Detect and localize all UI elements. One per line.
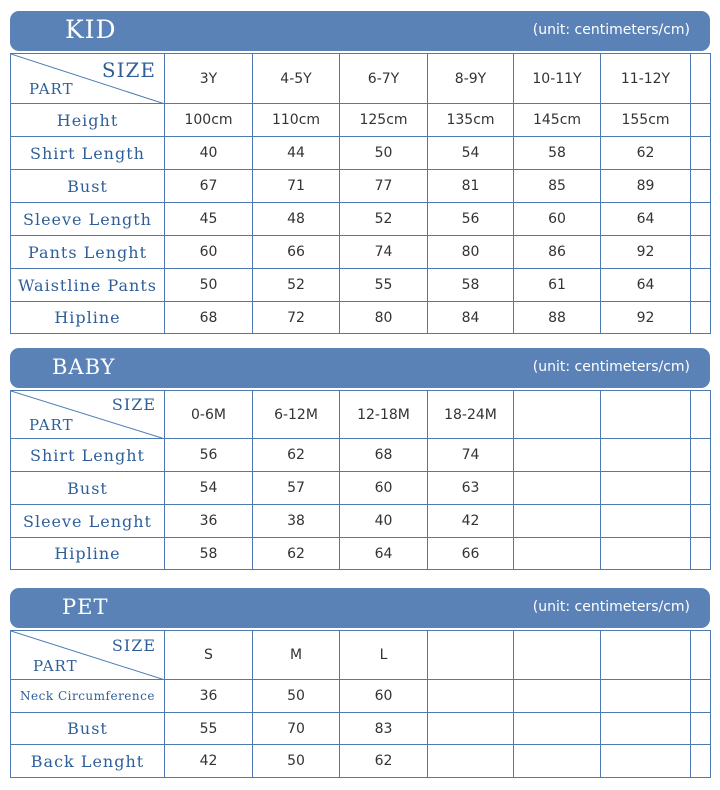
pet-size-header xyxy=(691,631,711,680)
row-label: Bust xyxy=(11,170,165,203)
table-cell: 44 xyxy=(253,137,340,170)
kid-size-header: 3Y xyxy=(165,54,253,104)
table-cell: 48 xyxy=(253,203,340,236)
table-cell xyxy=(428,680,514,713)
table-row xyxy=(11,713,711,745)
table-cell xyxy=(691,538,711,570)
table-row xyxy=(11,538,711,570)
table-cell: 86 xyxy=(514,236,601,269)
row-label: Sleeve Length xyxy=(11,203,165,236)
table-cell: 60 xyxy=(514,203,601,236)
table-row xyxy=(11,236,711,269)
table-cell: 64 xyxy=(601,269,691,302)
pet-size-header: M xyxy=(253,631,340,680)
kid-diagonal-corner xyxy=(11,54,165,104)
table-cell: 61 xyxy=(514,269,601,302)
table-cell: 135cm xyxy=(428,104,514,137)
table-cell xyxy=(514,745,601,778)
table-cell: 68 xyxy=(165,302,253,334)
kid-size-header: 8-9Y xyxy=(428,54,514,104)
table-cell: 84 xyxy=(428,302,514,334)
table-cell: 100cm xyxy=(165,104,253,137)
table-cell: 58 xyxy=(165,538,253,570)
pet-size-header xyxy=(601,631,691,680)
table-cell xyxy=(601,680,691,713)
row-label: Pants Lenght xyxy=(11,236,165,269)
row-label: Hipline xyxy=(11,538,165,570)
table-cell: 74 xyxy=(340,236,428,269)
table-cell: 71 xyxy=(253,170,340,203)
table-cell xyxy=(691,269,711,302)
table-cell: 36 xyxy=(165,505,253,538)
kid-size-header: 6-7Y xyxy=(340,54,428,104)
table-row xyxy=(11,137,711,170)
pet-size-header: L xyxy=(340,631,428,680)
baby-size-table xyxy=(10,390,711,570)
table-row xyxy=(11,203,711,236)
table-cell: 55 xyxy=(340,269,428,302)
table-cell: 92 xyxy=(601,236,691,269)
table-cell: 62 xyxy=(253,439,340,472)
table-cell xyxy=(601,505,691,538)
table-cell xyxy=(601,439,691,472)
table-cell: 63 xyxy=(428,472,514,505)
table-cell: 155cm xyxy=(601,104,691,137)
table-cell: 36 xyxy=(165,680,253,713)
table-cell xyxy=(691,203,711,236)
table-cell: 80 xyxy=(340,302,428,334)
table-cell: 62 xyxy=(253,538,340,570)
table-cell xyxy=(691,439,711,472)
table-cell xyxy=(691,104,711,137)
table-cell: 54 xyxy=(428,137,514,170)
table-row xyxy=(11,269,711,302)
kid-size-header xyxy=(691,54,711,104)
kid-size-header: 11-12Y xyxy=(601,54,691,104)
baby-size-header: 6-12M xyxy=(253,391,340,439)
table-cell: 66 xyxy=(253,236,340,269)
pet-title: PET xyxy=(62,595,109,619)
table-cell: 92 xyxy=(601,302,691,334)
table-cell xyxy=(691,137,711,170)
table-cell: 56 xyxy=(165,439,253,472)
kid-size-header: 10-11Y xyxy=(514,54,601,104)
pet-header-bar xyxy=(10,588,710,628)
table-cell xyxy=(601,713,691,745)
table-row xyxy=(11,745,711,778)
row-label: Neck Circumference xyxy=(11,680,165,713)
table-cell: 52 xyxy=(340,203,428,236)
table-cell xyxy=(428,713,514,745)
table-cell: 57 xyxy=(253,472,340,505)
row-label: Bust xyxy=(11,713,165,745)
table-cell xyxy=(514,505,601,538)
row-label: Sleeve Lenght xyxy=(11,505,165,538)
baby-header-bar xyxy=(10,348,710,388)
table-cell xyxy=(601,538,691,570)
pet-size-header: S xyxy=(165,631,253,680)
table-cell: 58 xyxy=(514,137,601,170)
table-cell xyxy=(601,745,691,778)
baby-header-row xyxy=(11,391,711,439)
kid-header-row xyxy=(11,54,711,104)
table-cell: 40 xyxy=(340,505,428,538)
table-cell xyxy=(514,713,601,745)
kid-size-table xyxy=(10,53,711,334)
pet-size-header xyxy=(428,631,514,680)
table-cell: 45 xyxy=(165,203,253,236)
table-cell xyxy=(691,236,711,269)
baby-part-label: PART xyxy=(29,416,74,434)
table-cell xyxy=(601,472,691,505)
table-cell xyxy=(428,745,514,778)
table-cell xyxy=(691,680,711,713)
baby-size-header: 12-18M xyxy=(340,391,428,439)
row-label: Waistline Pants xyxy=(11,269,165,302)
table-cell: 67 xyxy=(165,170,253,203)
table-cell: 110cm xyxy=(253,104,340,137)
table-cell: 54 xyxy=(165,472,253,505)
baby-diagonal-corner xyxy=(11,391,165,439)
table-row xyxy=(11,104,711,137)
baby-size-header: 18-24M xyxy=(428,391,514,439)
table-cell: 77 xyxy=(340,170,428,203)
table-cell: 60 xyxy=(165,236,253,269)
kid-header-bar xyxy=(10,11,710,51)
table-cell: 56 xyxy=(428,203,514,236)
table-cell: 80 xyxy=(428,236,514,269)
table-row xyxy=(11,170,711,203)
table-cell: 60 xyxy=(340,472,428,505)
table-cell xyxy=(514,680,601,713)
table-cell: 88 xyxy=(514,302,601,334)
table-cell: 72 xyxy=(253,302,340,334)
pet-unit-note: (unit: centimeters/cm) xyxy=(532,599,690,615)
baby-size-header xyxy=(601,391,691,439)
table-cell xyxy=(514,472,601,505)
table-cell: 62 xyxy=(340,745,428,778)
table-cell: 85 xyxy=(514,170,601,203)
table-cell xyxy=(514,538,601,570)
pet-diagonal-corner xyxy=(11,631,165,680)
table-cell: 38 xyxy=(253,505,340,538)
baby-size-label: SIZE xyxy=(111,395,156,414)
baby-title: BABY xyxy=(52,355,116,379)
table-cell: 145cm xyxy=(514,104,601,137)
table-cell: 64 xyxy=(340,538,428,570)
kid-title: KID xyxy=(65,15,117,44)
table-cell: 52 xyxy=(253,269,340,302)
table-row xyxy=(11,439,711,472)
row-label: Shirt Length xyxy=(11,137,165,170)
table-cell xyxy=(691,472,711,505)
pet-size-table xyxy=(10,630,711,778)
table-cell: 42 xyxy=(165,745,253,778)
table-cell: 64 xyxy=(601,203,691,236)
kid-unit-note: (unit: centimeters/cm) xyxy=(532,22,690,38)
baby-unit-note: (unit: centimeters/cm) xyxy=(532,359,690,375)
table-cell: 40 xyxy=(165,137,253,170)
table-cell: 125cm xyxy=(340,104,428,137)
table-cell: 66 xyxy=(428,538,514,570)
kid-size-label: SIZE xyxy=(101,58,156,82)
row-label: Hipline xyxy=(11,302,165,334)
table-cell: 83 xyxy=(340,713,428,745)
baby-size-header: 0-6M xyxy=(165,391,253,439)
kid-size-header: 4-5Y xyxy=(253,54,340,104)
table-cell: 42 xyxy=(428,505,514,538)
kid-part-label: PART xyxy=(29,80,74,98)
table-cell: 62 xyxy=(601,137,691,170)
table-cell xyxy=(691,505,711,538)
row-label: Back Lenght xyxy=(11,745,165,778)
pet-header-row xyxy=(11,631,711,680)
baby-size-header xyxy=(514,391,601,439)
row-label: Shirt Lenght xyxy=(11,439,165,472)
pet-size-header xyxy=(514,631,601,680)
table-cell xyxy=(514,439,601,472)
table-cell: 81 xyxy=(428,170,514,203)
table-cell xyxy=(691,170,711,203)
table-cell: 74 xyxy=(428,439,514,472)
table-cell: 50 xyxy=(253,680,340,713)
row-label: Bust xyxy=(11,472,165,505)
table-cell: 50 xyxy=(253,745,340,778)
table-row xyxy=(11,505,711,538)
baby-size-header xyxy=(691,391,711,439)
table-row xyxy=(11,680,711,713)
pet-size-label: SIZE xyxy=(111,636,156,655)
table-cell: 89 xyxy=(601,170,691,203)
table-cell: 50 xyxy=(340,137,428,170)
table-cell: 50 xyxy=(165,269,253,302)
table-cell: 68 xyxy=(340,439,428,472)
pet-part-label: PART xyxy=(33,657,78,675)
table-cell: 60 xyxy=(340,680,428,713)
table-cell: 58 xyxy=(428,269,514,302)
table-cell: 70 xyxy=(253,713,340,745)
table-row xyxy=(11,302,711,334)
table-row xyxy=(11,472,711,505)
row-label: Height xyxy=(11,104,165,137)
table-cell xyxy=(691,302,711,334)
table-cell: 55 xyxy=(165,713,253,745)
table-cell xyxy=(691,745,711,778)
table-cell xyxy=(691,713,711,745)
